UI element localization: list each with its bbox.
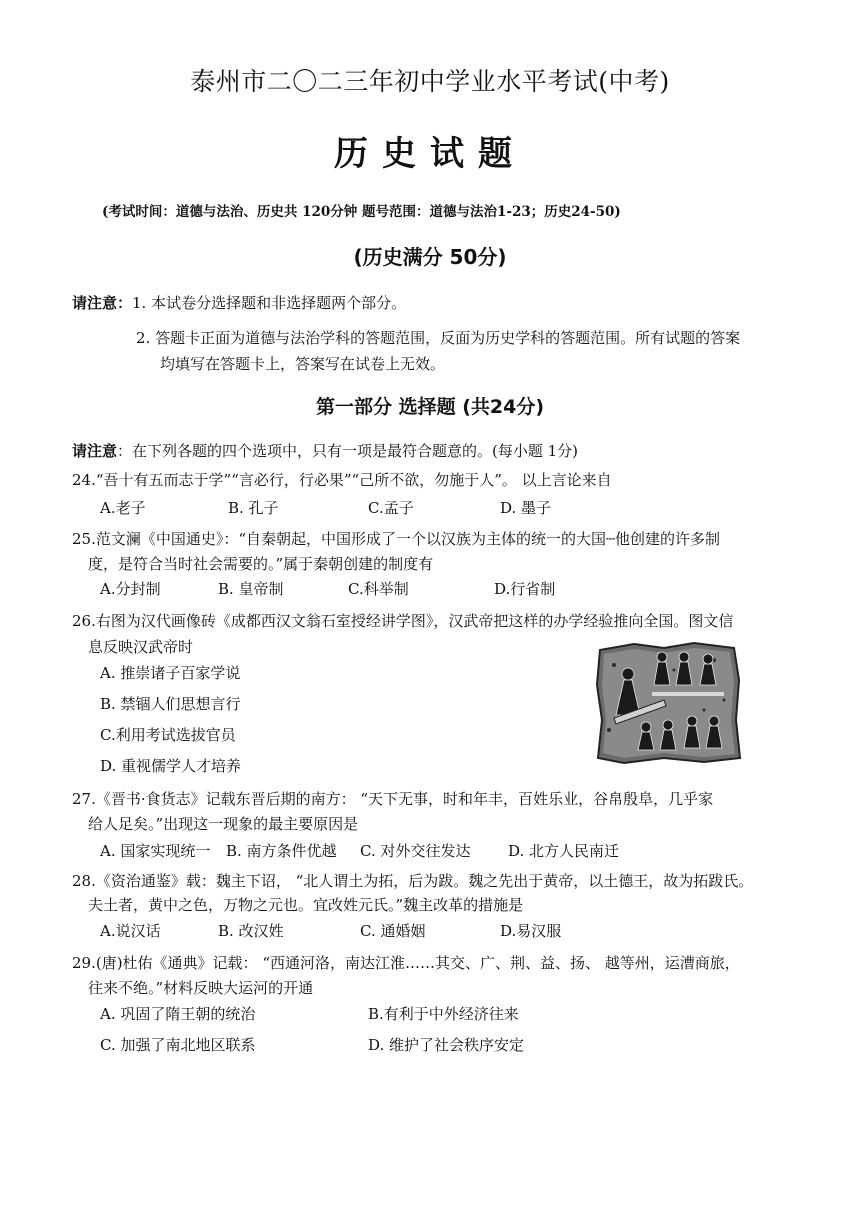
q25-option-c[interactable]: C.科举制 [348, 580, 409, 598]
question-24-stem: 24.“吾十有五而志于学”“言必行，行必果”“己所不欲，勿施于人”。 以上言论来自 [72, 471, 612, 489]
question-27-stem-line-2: 给人足矣。”出现这一现象的最主要原因是 [88, 815, 359, 833]
q25-option-d[interactable]: D.行省制 [494, 580, 556, 598]
q29-option-d[interactable]: D. 维护了社会秩序安定 [368, 1036, 525, 1054]
q29-option-b[interactable]: B.有利于中外经济往来 [368, 1005, 519, 1023]
q24-option-b[interactable]: B. 孔子 [228, 499, 279, 517]
notice-line-1 [72, 292, 406, 313]
q25-option-b[interactable]: B. 皇帝制 [218, 580, 284, 598]
exam-title: 泰州市二〇二三年初中学业水平考试(中考) [190, 67, 670, 96]
q24-option-a[interactable]: A.老子 [100, 499, 146, 517]
full-score: (历史满分 50分) [353, 245, 507, 269]
q27-option-b[interactable]: B. 南方条件优越 [226, 842, 337, 860]
question-28-stem-line-1: 28.《资治通鉴》载：魏主下诏， “北人谓土为拓，后为跋。魏之先出于黄帝，以土德王，故为拓跋氏。 [72, 872, 754, 890]
q29-option-c[interactable]: C. 加强了南北地区联系 [100, 1036, 256, 1054]
q26-option-b[interactable]: B. 禁锢人们思想言行 [100, 695, 241, 713]
q26-option-d[interactable]: D. 重视儒学人才培养 [100, 757, 242, 775]
instruction-label: 请注意 [72, 442, 118, 460]
question-29-stem-line-2: 往来不绝。”材料反映大运河的开通 [88, 979, 314, 997]
q27-option-d[interactable]: D. 北方人民南迁 [508, 842, 620, 860]
question-28-stem-line-2: 夫土者，黄中之色，万物之元也。宜改姓元氏。”魏主改革的措施是 [88, 896, 524, 914]
question-25-stem-line-2: 度，是符合当时社会需要的。”属于秦朝创建的制度有 [88, 555, 434, 573]
q28-option-b[interactable]: B. 改汉姓 [218, 922, 284, 940]
part-one-instruction [72, 440, 578, 461]
q28-option-c[interactable]: C. 通婚姻 [360, 922, 426, 940]
exam-time-note: (考试时间：道德与法治、历史共 120分钟 题号范围：道德与法治1-23；历史24-50) [102, 204, 621, 220]
q27-option-c[interactable]: C. 对外交往发达 [360, 842, 471, 860]
q26-option-a[interactable]: A. 推崇诸子百家学说 [100, 664, 241, 682]
q25-option-a[interactable]: A.分封制 [100, 580, 161, 598]
question-29-stem-line-1: 29.(唐)杜佑《通典》记载： “西通河洛，南达江淮……其交、广、荆、益、扬、 越等州，运漕商旅， [72, 954, 740, 972]
notice-label: 请注意： [72, 294, 133, 312]
question-27-stem-line-1: 27.《晋书·食货志》记载东晋后期的南方： “天下无事，时和年丰，百姓乐业，谷帛殷阜，几乎家 [72, 790, 714, 808]
question-25-stem-line-1: 25.范文澜《中国通史》：“自秦朝起，中国形成了一个以汉族为主体的统一的大国┄他创建的许多制 [72, 530, 721, 548]
q29-option-a[interactable]: A. 巩固了隋王朝的统治 [100, 1005, 256, 1023]
question-26-stem-line-2: 息反映汉武帝时 [88, 638, 194, 656]
notice-item-2-line-2: 均填写在答题卡上，答案写在试卷上无效。 [160, 355, 446, 373]
q27-option-a[interactable]: A. 国家实现统一 [100, 842, 211, 860]
q28-option-a[interactable]: A.说汉话 [100, 922, 161, 940]
q24-option-d[interactable]: D. 墨子 [500, 499, 552, 517]
question-26-stem-line-1: 26.右图为汉代画像砖《成都西汉文翁石室授经讲学图》，汉武帝把这样的办学经验推向全国。图文信 [72, 612, 734, 630]
notice-item-1: 1. 本试卷分选择题和非选择题两个部分。 [132, 294, 407, 312]
q26-option-c[interactable]: C.利用考试选拔官员 [100, 726, 236, 744]
q28-option-d[interactable]: D.易汉服 [500, 922, 562, 940]
instruction-text: ：在下列各题的四个选项中，只有一项是最符合题意的。(每小题 1分) [117, 442, 579, 460]
han-brick-relief-image [594, 640, 742, 766]
notice-item-2-line-1: 2. 答题卡正面为道德与法治学科的答题范围，反面为历史学科的答题范围。所有试题的答案 [136, 329, 741, 347]
subject-title: 历史试题 [334, 134, 526, 174]
q24-option-c[interactable]: C.孟子 [368, 499, 414, 517]
part-one-title: 第一部分 选择题 (共24分) [315, 396, 545, 418]
